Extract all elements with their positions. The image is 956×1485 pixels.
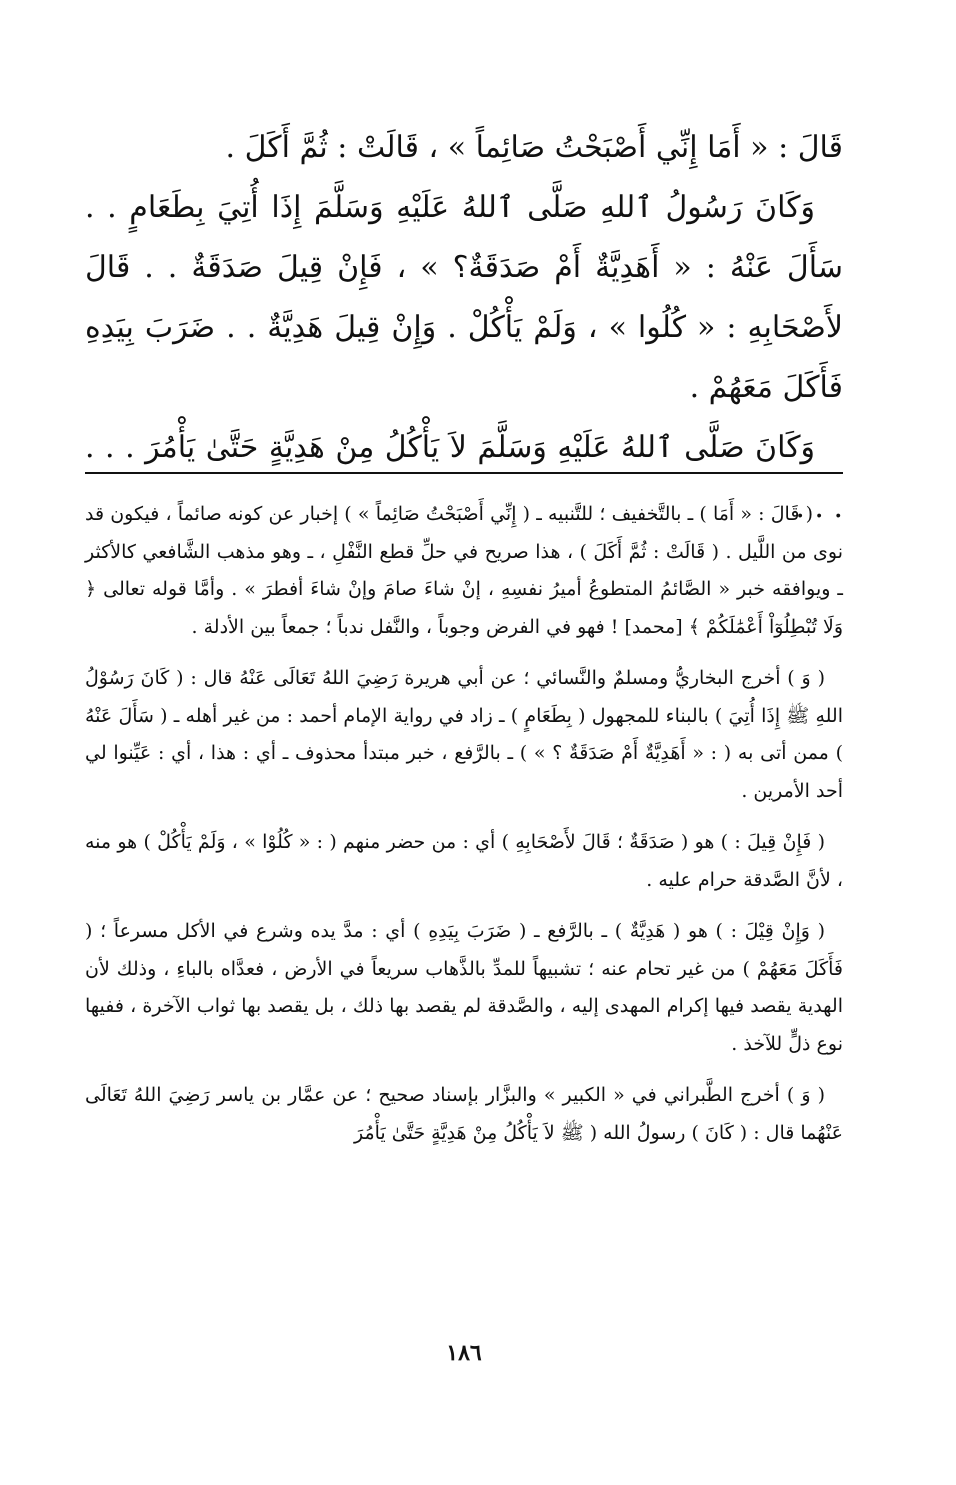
commentary-paragraph: ( فَإِنْ قِيلَ : ) هو ( صَدَقَةٌ ؛ قَالَ لأَصْحَابِهِ ) أي : من حضر منهم ( : « كُلُوْا » ، وَلَمْ يَأْكُلْ ) هو منه ، لأنَّ الصَّدقة حرام عليه . bbox=[85, 831, 843, 891]
main-text bbox=[85, 118, 843, 538]
commentary-paragraph: ( قَالَ : « أَمَا ) ـ بالتَّخفيف ؛ للتَّنبيه ـ ( إِنِّي أَصْبَحْتُ صَائِماً » ) إخبار عن كونه صائماً ، فيكون قد نوى من اللَّيل . ( قَالَتْ : ثُمَّ أَكَلَ ) ، هذا صريح في حلِّ قطع النَّفْلِ ، ـ وهو مذهب الشَّافعي كالأكثر ـ ويوافقه خبر « الصَّائمُ المتطوعُ أميرُ نفسِهِ ، إنْ شاءَ صامَ وإنْ شاءَ أفطرَ » . وأمَّا قوله تعالى ﴿ وَلَا تُبْطِلُوٓاْ أَعْمَٰلَكُمْ ﴾ [محمد] ! فهو في الفرض وجوباً ، والنَّفل ندباً ؛ جمعاً بين الأدلة . bbox=[85, 503, 843, 638]
page-number: ١٨٦ bbox=[446, 1340, 482, 1366]
footnote-divider bbox=[85, 472, 843, 474]
commentary-paragraph: ( وَإِنْ قِيْلَ : ) هو ( هَدِيَّةٌ ) ـ بالرَّفع ـ ( ضَرَبَ بِيَدِهِ ) أي : مدَّ يده وشرع في الأكل مسرعاً ؛ ( فَأَكَلَ مَعَهُمْ ) من غير تحام عنه ؛ تشبيهاً للمدِّ بالذَّهاب سريعاً في الأرض ، فعدَّاه بالباءِ ، وذلك لأن الهدية يقصد فيها إكرام المهدى إليه ، والصَّدقة لم يقصد بها ذلك ، بل يقصد بها ثواب الآخرة ، ففيها نوع ذلٍّ للآخذ . bbox=[85, 920, 843, 1055]
main-paragraph: وَكَانَ رَسُولُ ٱللهِ صَلَّى ٱللهُ عَلَيْهِ وَسَلَّمَ إِذَا أُتِيَ بِطَعَامٍ . . سَأَلَ عَنْهُ : « أَهَدِيَّةٌ أَمْ صَدَقَةٌ؟ » ، فَإِنْ قِيلَ صَدَقَةٌ . . قَالَ لأَصْحَابِهِ : « كُلُوا » ، وَلَمْ يَأْكُلْ . وَإِنْ قِيلَ هَدِيَّةٌ . . ضَرَبَ بِيَدِهِ فَأَكَلَ مَعَهُمْ . bbox=[85, 190, 843, 405]
commentary-paragraph: ( وَ ) أخرج البخاريُّ ومسلمٌ والنَّسائي ؛ عن أبي هريرة رَضِيَ اللهُ تَعَالَى عَنْهُ قال : ( كَانَ رَسُوْلُ اللهِ ﷺ إِذَا أُتِيَ ) بالبناء للمجهول ( بِطَعَامٍ ) ـ زاد في رواية الإمام أحمد : من غير أهله ـ ( سَأَلَ عَنْهُ ) ممن أتى به ( : « أَهَدِيَّةٌ أَمْ صَدَقَةٌ ؟ » ) ـ بالرَّفع ، خبر مبتدأ محذوف ـ أي : هذا ، أي : عَيِّنوا لي أحد الأمرين . bbox=[85, 667, 843, 802]
commentary bbox=[85, 496, 843, 1166]
main-paragraph: قَالَ : « أَمَا إِنِّي أَصْبَحْتُ صَائِماً » ، قَالَتْ : ثُمَّ أَكَلَ . bbox=[225, 130, 843, 165]
book-page bbox=[85, 118, 843, 1458]
main-paragraph: وَكَانَ صَلَّى ٱللهُ عَلَيْهِ وَسَلَّمَ لاَ يَأْكُلُ مِنْ هَدِيَّةٍ حَتَّىٰ يَأْمُرَ . . . . . . bbox=[85, 430, 843, 525]
commentary-paragraph: ( وَ ) أخرج الطَّبراني في « الكبير » والبزَّار بإسناد صحيح ؛ عن عمَّار بن ياسر رَضِيَ اللهُ تَعَالَى عَنْهُما قال : ( كَانَ ) رسولُ الله ( ﷺ لاَ يَأْكُلُ مِنْ هَدِيَّةٍ حَتَّىٰ يَأْمُرَ bbox=[85, 1084, 843, 1144]
